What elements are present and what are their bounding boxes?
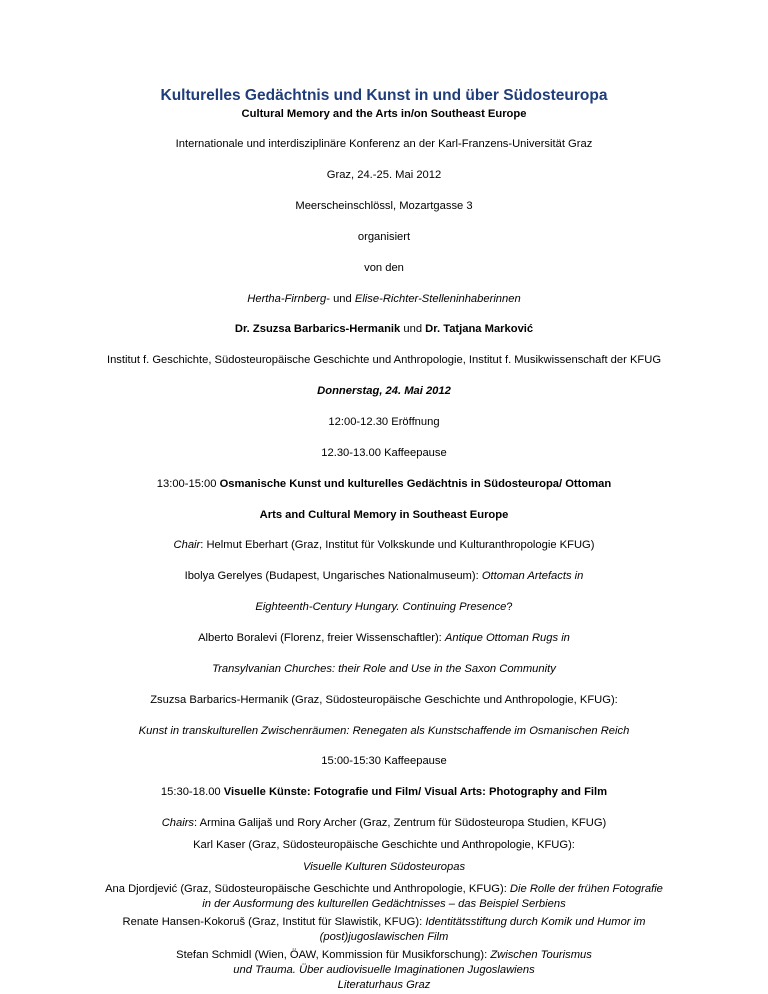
talk-2-speaker: Alberto Boralevi (Florenz, freier Wissenschaftler):: [198, 632, 445, 644]
talk-2-title-b: Transylvanian Churches: their Role and Use in the Saxon Community: [212, 663, 556, 675]
session-2-chair-text: : Armina Galijaš und Rory Archer (Graz, Zentrum für Südosteuropa Studien, KFUG): [194, 817, 607, 829]
session-1-title-a: Osmanische Kunst und kulturelles Gedächtnis in Südosteuropa/ Ottoman: [219, 478, 612, 490]
document-title: Kulturelles Gedächtnis und Kunst in und über Südosteuropa: [160, 87, 608, 104]
talk-1-speaker: Ibolya Gerelyes (Budapest, Ungarisches Nationalmuseum):: [184, 570, 482, 582]
talk-4-title: Visuelle Kulturen Südosteuropas: [302, 861, 466, 873]
talk-7-line-1: [0, 948, 768, 963]
organizer-1: Dr. Zsuzsa Barbarics-Hermanik: [234, 323, 401, 335]
talk-1-line-1: [0, 569, 768, 584]
talk-1-title-b: Eighteenth-Century Hungary. Continuing Presence: [255, 601, 507, 613]
talk-3-title: Kunst in transkulturellen Zwischenräumen: Renegaten als Kunstschaffende im Osmanischen Reich: [138, 725, 630, 737]
talk-7-speaker: Stefan Schmidl (Wien, ÖAW, Kommission für Musikforschung):: [176, 949, 491, 961]
venue-line: Meerscheinschlössl, Mozartgasse 3: [295, 200, 473, 212]
talk-3-speaker: Zsuzsa Barbarics-Hermanik (Graz, Südosteuropäische Geschichte und Anthropologie, KFUG):: [150, 694, 618, 706]
organizer-and: und: [400, 323, 426, 335]
opening-item: 12:00-12.30 Eröffnung: [328, 416, 440, 428]
session-1-time: 13:00-15:00: [156, 478, 220, 490]
position-holders-line: [0, 292, 768, 307]
talk-2-line-1: [0, 631, 768, 646]
talk-1-title-end: ?: [506, 601, 513, 613]
talk-6-title-b: (post)jugoslawischen Film: [319, 931, 449, 943]
talk-7-title-a: Zwischen Tourismus: [490, 949, 592, 961]
session-2-chair: [0, 816, 768, 831]
talk-1-line-2: [0, 600, 768, 615]
talk-2-title-a: Antique Ottoman Rugs in: [444, 632, 570, 644]
institutes-line: Institut f. Geschichte, Südosteuropäische Geschichte und Anthropologie, Institut f. Musikwissenschaft der KFUG: [106, 354, 662, 366]
organized-line: organisiert: [357, 231, 411, 243]
session-1-title-b: Arts and Cultural Memory in Southeast Europe: [259, 509, 509, 521]
session-1-chair: [0, 538, 768, 553]
talk-5-line-1: [0, 882, 768, 897]
talk-7-title-b: und Trauma. Über audiovisuelle Imaginationen Jugoslawiens: [233, 964, 535, 976]
talk-1-title-a: Ottoman Artefacts in: [481, 570, 584, 582]
session-2-time: 15:30-18.00: [160, 786, 224, 798]
talk-6-title-a: Identitätsstiftung durch Komik und Humor im: [425, 916, 646, 928]
session-1-chair-text: : Helmut Eberhart (Graz, Institut für Volkskunde und Kulturanthropologie KFUG): [200, 539, 595, 551]
talk-4-speaker: Karl Kaser (Graz, Südosteuropäische Geschichte und Anthropologie, KFUG):: [193, 839, 575, 851]
coffee-break-1: 12.30-13.00 Kaffeepause: [321, 447, 447, 459]
coffee-break-2: 15:00-15:30 Kaffeepause: [321, 755, 447, 767]
talk-5-title-b: in der Ausformung des kulturellen Gedächtnisses – das Beispiel Serbiens: [202, 898, 566, 910]
talk-6-speaker: Renate Hansen-Kokoruš (Graz, Institut für Slawistik, KFUG):: [122, 916, 426, 928]
session-2-title: Visuelle Künste: Fotografie und Film/ Visual Arts: Photography and Film: [223, 786, 608, 798]
document-subtitle: Cultural Memory and the Arts in/on Southeast Europe: [241, 108, 527, 120]
holders-b: Elise-Richter-Stelleninhaberinnen: [354, 293, 521, 305]
session-2-chair-label: Chairs: [161, 817, 195, 829]
talk-6-line-1: [0, 915, 768, 930]
holders-mid: - und: [326, 293, 355, 305]
evening-venue: Literaturhaus Graz: [337, 979, 431, 991]
by-line: von den: [364, 262, 404, 274]
organizers-line: [0, 322, 768, 337]
holders-a: Hertha-Firnberg: [247, 293, 327, 305]
session-2-heading: [0, 785, 768, 800]
organizer-2: Dr. Tatjana Marković: [425, 323, 534, 335]
day-heading: Donnerstag, 24. Mai 2012: [317, 385, 451, 397]
session-1-heading: [0, 477, 768, 492]
date-place-line: Graz, 24.-25. Mai 2012: [326, 169, 442, 181]
talk-5-speaker: Ana Djordjević (Graz, Südosteuropäische Geschichte und Anthropologie, KFUG):: [105, 883, 510, 895]
talk-5-title-a: Die Rolle der frühen Fotografie: [509, 883, 663, 895]
session-1-chair-label: Chair: [173, 539, 201, 551]
conference-line: Internationale und interdisziplinäre Konferenz an der Karl-Franzens-Universität Graz: [175, 138, 593, 150]
